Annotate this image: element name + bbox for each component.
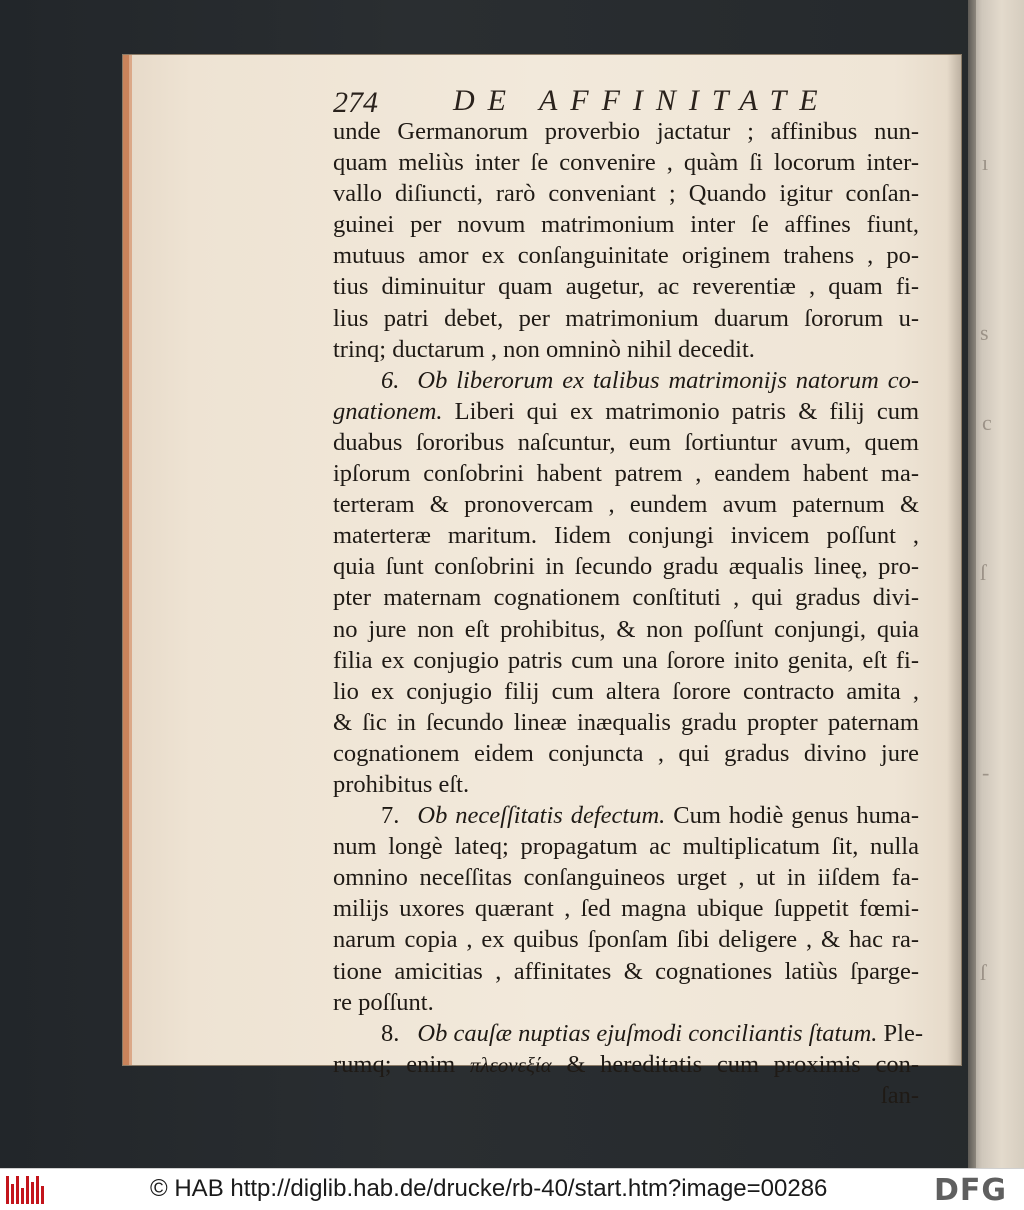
bleed-through-mark: ſ — [980, 960, 987, 985]
text-line: lius patri debet, per matrimonium duarum ſororum u- — [333, 304, 919, 332]
text-line: cognationem eidem conjuncta , qui gradus divino jure — [333, 739, 919, 767]
text-line — [333, 396, 919, 427]
text-line: materteræ maritum. Iidem conjungi invicem poſſunt , — [333, 522, 919, 550]
text-line: prohibitus eſt. — [333, 770, 470, 798]
text-line: quia ſunt conſobrini in ſecundo gradu æqualis lineę, pro- — [333, 553, 919, 581]
text-fragment: Ple- — [883, 1019, 924, 1047]
section-heading-6 — [333, 365, 919, 396]
barcode-bar — [16, 1176, 19, 1204]
text-line: vallo diſiuncti, rarò conveniant ; Quando igitur conſan- — [333, 180, 919, 208]
text-line: filia ex conjugio patris cum una ſorore inito genita, eſt fi- — [333, 646, 919, 674]
text-line: guinei per novum matrimonium inter ſe affines fiunt, — [333, 211, 919, 239]
section-heading-text: Ob neceſſitatis defectum. — [417, 802, 666, 830]
binding-shadow — [968, 0, 976, 1168]
page-number: 274 — [333, 86, 378, 119]
bleed-through-mark: s — [980, 320, 989, 345]
text-line: num longè lateq; propagatum ac multiplicatum ſit, nulla — [333, 833, 919, 861]
text-line — [333, 1049, 919, 1080]
bleed-through-mark: c — [982, 410, 992, 435]
text-line: tione amicitias , affinitates & cognationes latiùs ſparge- — [333, 957, 919, 985]
section-number: 7. — [381, 802, 400, 830]
catchword: ſan- — [880, 1081, 919, 1109]
text-fragment: & hereditatis cum proximis con- — [566, 1050, 919, 1078]
source-link[interactable]: © HAB http://diglib.hab.de/drucke/rb-40/start.htm?image=00286 — [150, 1175, 828, 1202]
text-line: quam meliùs inter ſe convenire , quàm ſi locorum inter- — [333, 149, 919, 177]
text-fragment: Liberi qui ex matrimonio patris & filij cum — [454, 397, 920, 425]
bleed-through-mark: ı — [982, 150, 989, 175]
text-line: trinq; ductarum , non omninò nihil decedit. — [333, 335, 755, 363]
main-text — [333, 116, 924, 1111]
text-line: tius diminuitur quam augetur, ac reverentiæ , quam fi- — [333, 273, 919, 301]
text-line: narum copia , ex quibus ſponſam ſibi deligere , & hac ra- — [333, 926, 919, 954]
barcode-bar — [11, 1184, 14, 1204]
text-line: re poſſunt. — [333, 988, 434, 1016]
barcode-bar — [36, 1176, 39, 1204]
text-line: duabus ſororibus naſcuntur, eum ſortiuntur avum, quem — [333, 428, 919, 456]
section-number: 6. — [381, 366, 400, 394]
bleed-through-mark: - — [982, 760, 990, 785]
running-title: DE AFFINITATE — [453, 84, 831, 117]
text-line: ipſorum conſobrini habent patrem , eandem habent ma- — [333, 460, 919, 488]
barcode-bar — [26, 1176, 29, 1204]
running-head — [333, 84, 933, 120]
viewer-footer — [0, 1168, 1024, 1210]
text-line: milijs uxores quærant , ſed magna ubique ſuppetit fœmi- — [333, 895, 919, 923]
text-line: lio ex conjugio filij cum altera ſorore contracto amita , — [333, 677, 919, 705]
text-line: omnino neceſſitas conſanguineos urget , ut in iiſdem fa- — [333, 864, 919, 892]
section-heading-7 — [333, 800, 919, 831]
barcode-bar — [41, 1186, 44, 1204]
text-fragment: Cum hodiè genus huma- — [673, 802, 920, 830]
section-heading-text: Ob cauſæ nuptias ejuſmodi conciliantis ſtatum. — [417, 1019, 878, 1047]
barcode-bar — [21, 1188, 24, 1204]
dfg-logo[interactable]: DFG — [934, 1173, 1008, 1208]
text-line: mutuus amor ex conſanguinitate originem trahens , po- — [333, 242, 919, 270]
section-heading-text: Ob liberorum ex talibus matrimonijs natorum co- — [417, 366, 919, 394]
bleed-through-mark: ſ — [980, 560, 987, 585]
section-number: 8. — [381, 1019, 400, 1047]
barcode-bar — [31, 1182, 34, 1204]
text-line: no jure non eſt prohibitus, & non poſſunt conjungi, quia — [333, 615, 919, 643]
section-heading-8 — [333, 1018, 924, 1049]
text-line: terteram & pronovercam , eundem avum paternum & — [333, 491, 919, 519]
hab-barcode-logo[interactable] — [6, 1176, 44, 1204]
text-line: unde Germanorum proverbio jactatur ; affinibus nun- — [333, 118, 919, 145]
section-heading-text: gnationem. — [333, 397, 443, 425]
adjacent-page-edge — [968, 0, 1024, 1168]
text-line: pter maternam cognationem conſtituti , qui gradus divi- — [333, 584, 919, 612]
text-fragment: rumq; enim — [333, 1050, 456, 1078]
barcode-bar — [6, 1176, 9, 1204]
greek-word: πλεονεξία — [469, 1052, 552, 1077]
text-line: & ſic in ſecundo lineæ inæqualis gradu propter paternam — [333, 708, 919, 736]
